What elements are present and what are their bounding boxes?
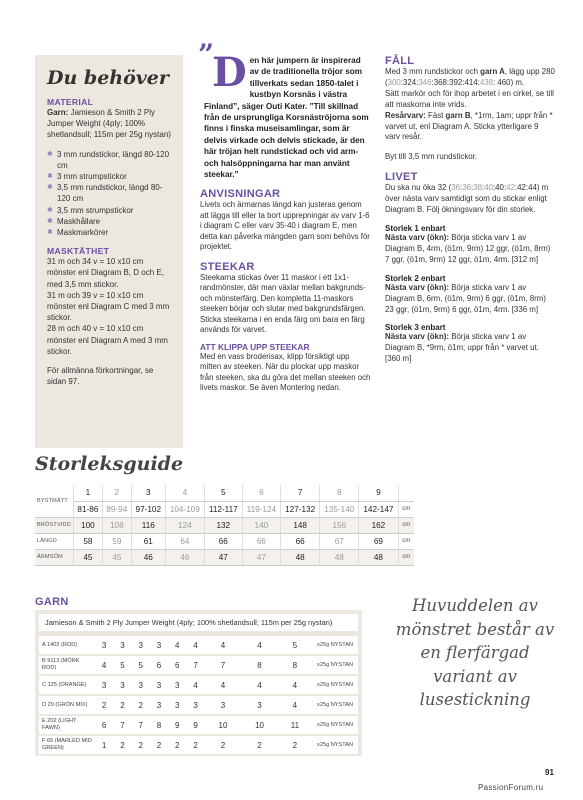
size1-text: Nästa varv (ökn): Börja sticka varv 1 av Diagram B, 4rm, (ö1m, 9rm) 12 ggr, (ö1m, 8rm) 7 ggr, (ö1m, 9rm) 12 ggr, ö1m, 4rm. [312 m] xyxy=(385,232,551,264)
middle-column xyxy=(198,38,372,394)
gauge-text: 28 m och 40 v = 10 x10 cm mönster enl Diagram A med 3 mm stickor. xyxy=(47,324,168,356)
table-cell: 9 xyxy=(168,716,186,734)
table-cell: 48 xyxy=(281,549,320,565)
table-cell: 9 xyxy=(186,716,204,734)
table-cell: 7 xyxy=(205,656,242,674)
table-cell: 108 xyxy=(102,517,131,533)
table-cell: 58 xyxy=(73,533,102,549)
table-cell: 61 xyxy=(131,533,165,549)
table-cell: 124 xyxy=(165,517,204,533)
table-cell: 3 xyxy=(241,696,278,714)
watermark-credit: PassionForum.ru xyxy=(478,783,544,792)
table-row xyxy=(39,716,358,734)
yarn-color-label: D 29 (GRÖN MIX) xyxy=(39,696,95,714)
body-text: Du ska nu öka 32 (36:36:38:40:40:42:42:44) m över nästa varv samtidigt som du stickar enligt Diagram B. Följ ökningsvarv för din storlek. xyxy=(385,183,549,215)
unit-label: x25g NYSTAN xyxy=(312,656,358,674)
table-cell: 3 xyxy=(95,636,113,654)
table-cell: 2 xyxy=(150,736,168,754)
table-row xyxy=(35,501,414,517)
unit-label: cm xyxy=(398,517,414,533)
hem-text: Sätt markör och för ihop arbetet i en cirkel, se till att maskorna inte vrids. xyxy=(385,88,554,109)
table-cell: 7 xyxy=(113,716,131,734)
table-cell: 2 xyxy=(168,736,186,754)
table-cell: 5 xyxy=(278,636,312,654)
table-cell: 6 xyxy=(150,656,168,674)
abbreviations-note: För allmänna förkortningar, se sidan 97. xyxy=(47,366,154,387)
table-cell: 45 xyxy=(73,549,102,565)
table-cell: 89-94 xyxy=(102,501,131,517)
materials-box xyxy=(35,55,183,448)
table-cell: 127-132 xyxy=(281,501,320,517)
size3-text: Nästa varv (ökn): Börja sticka varv 1 av Diagram B, *9rm, ö1m; uppr från * varvet ut. [360 m] xyxy=(385,332,539,364)
yarn-spec: Garn: Jamieson & Smith 2 Ply Jumper Weight (4ply; 100% shetlandsull; 115m per 25g nystan) xyxy=(47,108,171,140)
table-cell: 8 xyxy=(150,716,168,734)
table-cell: 104-109 xyxy=(165,501,204,517)
table-cell: 69 xyxy=(359,533,398,549)
table-cell: 4 xyxy=(186,636,204,654)
table-cell: 4 xyxy=(278,696,312,714)
row-label: ÄRMSÖM xyxy=(35,549,73,565)
row-label: LÄNGD xyxy=(35,533,73,549)
yarn-table-box xyxy=(35,610,362,756)
row-label: BYSTMÅTT xyxy=(35,485,73,517)
size-number: 7 xyxy=(281,485,320,501)
table-cell: 8 xyxy=(278,656,312,674)
yarn-table xyxy=(39,634,358,756)
table-cell: 66 xyxy=(204,533,242,549)
table-row xyxy=(39,656,358,674)
gauge-text: 31 m och 39 v = 10 x10 cm mönster enl Diagram C med 3 mm stickor. xyxy=(47,290,170,323)
table-cell: 2 xyxy=(132,736,150,754)
instructions-heading: ANVISNINGAR xyxy=(200,188,281,201)
table-cell: 3 xyxy=(95,676,113,694)
table-cell: 4 xyxy=(205,636,242,654)
list-item: ✱ 3,5 mm rundstickor, längd 80-120 cm xyxy=(47,182,173,204)
size-number: 3 xyxy=(131,485,165,501)
cutting-heading: ATT KLIPPA UPP STEEKAR xyxy=(200,341,310,352)
table-row xyxy=(35,549,414,565)
table-cell: 64 xyxy=(165,533,204,549)
table-cell: 156 xyxy=(320,517,359,533)
table-cell: 59 xyxy=(102,533,131,549)
instructions-text: Livets och ärmarnas längd kan justeras genom att lägga till eller ta bort upprepningar av varv 1-6 i diagram C eller varv 35-40 i diagram E, men detta kan påverka mängden garn som behövs för projektet. xyxy=(200,200,370,252)
table-cell: 81-86 xyxy=(73,501,102,517)
table-cell: 4 xyxy=(278,676,312,694)
table-row xyxy=(35,517,414,533)
table-row xyxy=(35,485,414,501)
page-number: 91 xyxy=(545,768,554,777)
size-number: 1 xyxy=(73,485,102,501)
list-item: ✱ 3 mm strumpstickor xyxy=(47,171,173,182)
table-cell: 132 xyxy=(204,517,242,533)
table-cell: 48 xyxy=(320,549,359,565)
unit-label: cm xyxy=(398,533,414,549)
size-guide-title: Storleksguide xyxy=(35,453,184,475)
table-cell: 3 xyxy=(168,696,186,714)
cutting-text: Med en vass broderisax, klipp försiktigt upp mitten av steeken. När du plockar upp maskor från steeken, ska du göra det mellan steeken och livets maskor. Se även Montering nedan. xyxy=(200,351,371,393)
size2-text: Nästa varv (ökn): Börja sticka varv 1 av Diagram B, 6rm, (ö1m, 9rm) 6 ggr, (ö1m, 8rm) 23 ggr, (ö1m, 9rm) 6 ggr, ö1m, 4rm. [336 m] xyxy=(385,282,546,314)
yarn-heading: GARN xyxy=(35,596,69,608)
table-cell: 3 xyxy=(132,676,150,694)
size-number: 5 xyxy=(204,485,242,501)
table-row xyxy=(39,636,358,654)
table-cell: 3 xyxy=(150,636,168,654)
table-cell: 4 xyxy=(168,636,186,654)
unit-label: cm xyxy=(398,549,414,565)
table-cell: 2 xyxy=(113,696,131,714)
table-cell: 140 xyxy=(242,517,280,533)
table-cell: 47 xyxy=(204,549,242,565)
table-cell: 3 xyxy=(205,696,242,714)
row-label: BRÖSTVIDD xyxy=(35,517,73,533)
intro-quote: ” D en här jumpern är inspirerad av de traditionella tröjor som tillverkats sedan 1850-talet i kustbyn Korsnäs i västra Finland”, säger Outi Kater. ”Till skillnad från de ursprungliga Korsnäströjorna som finns i finska museisamlingar, som är delvis virkade och delvis stickade, är den här tröjan helt rundstickad och vid arm- och halsöppningarna har man använt steekar.” xyxy=(198,38,369,180)
table-cell: 8 xyxy=(241,656,278,674)
table-cell: 3 xyxy=(150,676,168,694)
yarn-color-label: F 65 (MARLED MID GREEN) xyxy=(39,736,95,754)
size-number: 8 xyxy=(320,485,359,501)
table-cell: 2 xyxy=(278,736,312,754)
table-cell: 148 xyxy=(281,517,320,533)
table-row xyxy=(39,736,358,754)
table-cell: 4 xyxy=(241,676,278,694)
yarn-table-header: Jamieson & Smith 2 Ply Jumper Weight (4ply; 100% shetlandsull; 115m per 25g nystan) xyxy=(39,614,358,631)
table-cell: 3 xyxy=(132,636,150,654)
gauge-text: 31 m och 34 v = 10 x10 cm mönster enl Diagram B, D och E, med 3,5 mm stickor. xyxy=(47,257,164,289)
unit-label: x25g NYSTAN xyxy=(312,636,358,654)
size-number: 2 xyxy=(102,485,131,501)
table-cell: 3 xyxy=(186,696,204,714)
unit-label: x25g NYSTAN xyxy=(312,696,358,714)
table-cell: 4 xyxy=(241,636,278,654)
table-cell: 10 xyxy=(241,716,278,734)
table-cell: 2 xyxy=(95,696,113,714)
unit-label: x25g NYSTAN xyxy=(312,736,358,754)
table-cell: 47 xyxy=(242,549,280,565)
table-cell: 2 xyxy=(241,736,278,754)
table-cell: 135-140 xyxy=(320,501,359,517)
table-cell: 116 xyxy=(131,517,165,533)
steeks-heading: STEEKAR xyxy=(200,260,255,273)
table-cell: 2 xyxy=(132,696,150,714)
table-cell: 112-117 xyxy=(204,501,242,517)
hem-heading: FÅLL xyxy=(385,55,415,67)
table-cell: 10 xyxy=(205,716,242,734)
gauge-heading: MASKTÄTHET xyxy=(47,246,110,257)
table-cell: 6 xyxy=(168,656,186,674)
table-cell: 45 xyxy=(102,549,131,565)
table-row xyxy=(35,533,414,549)
table-cell: 4 xyxy=(95,656,113,674)
steeks-text: Steekarna stickas över 11 maskor i ett 1x1-randmönster, där man växlar mellan bakgrunds- och mönsterfärg. Den kompletta 11-maskors steeken börjar och slutar med bakgrundsfärgen. Sticka steekarna i en enda färg om bara en färg används för varvet. xyxy=(200,272,366,335)
table-cell: 142-147 xyxy=(359,501,398,517)
yarn-color-label: E 202 (LIGHT FAWN) xyxy=(39,716,95,734)
materials-title: Du behöver xyxy=(47,67,169,89)
table-cell: 5 xyxy=(113,656,131,674)
table-cell: 97-102 xyxy=(131,501,165,517)
table-cell: 3 xyxy=(113,676,131,694)
unit-label: cm xyxy=(398,501,414,517)
table-cell: 2 xyxy=(205,736,242,754)
list-item: ✱ Maskmarkörer xyxy=(47,227,173,238)
material-heading: MATERIAL xyxy=(47,97,94,107)
table-cell: 4 xyxy=(205,676,242,694)
table-row xyxy=(39,676,358,694)
yarn-color-label: B 9113 (MÖRK ROD) xyxy=(39,656,95,674)
size1-heading: Storlek 1 enbart xyxy=(385,223,446,233)
table-cell: 119-124 xyxy=(242,501,280,517)
table-cell: 3 xyxy=(113,636,131,654)
table-cell: 6 xyxy=(95,716,113,734)
needle-change: Byt till 3,5 mm rundstickor. xyxy=(385,152,478,162)
table-cell: 46 xyxy=(165,549,204,565)
drop-cap: D xyxy=(212,49,247,96)
list-item: ✱ Maskhållare xyxy=(47,216,173,227)
size-number: 6 xyxy=(242,485,280,501)
table-cell: 7 xyxy=(132,716,150,734)
table-cell: 46 xyxy=(131,549,165,565)
table-cell: 67 xyxy=(320,533,359,549)
right-column xyxy=(385,55,555,365)
hem-text: Med 3 mm rundstickor och garn A, lägg upp 280 (300:324:346:368:392:414:438: 460) m. xyxy=(385,67,555,87)
size-number: 9 xyxy=(359,485,398,501)
table-cell: 3 xyxy=(150,696,168,714)
table-cell: 7 xyxy=(186,656,204,674)
body-heading: LIVET xyxy=(385,171,418,184)
table-cell: 100 xyxy=(73,517,102,533)
table-cell: 4 xyxy=(186,676,204,694)
table-cell: 11 xyxy=(278,716,312,734)
yarn-color-label: C 125 (ORANGE) xyxy=(39,676,95,694)
table-cell: 1 xyxy=(95,736,113,754)
quote-mark-icon: ” xyxy=(198,38,215,71)
size3-heading: Storlek 3 enbart xyxy=(385,323,446,333)
table-cell: 2 xyxy=(186,736,204,754)
size-number: 4 xyxy=(165,485,204,501)
list-item: ✱ 3,5 mm strumpstickor xyxy=(47,205,173,216)
table-cell: 48 xyxy=(359,549,398,565)
pull-quote: Huvuddelen av mönstret består av en flerfärgad variant av lusestickning xyxy=(395,596,555,709)
size2-heading: Storlek 2 enbart xyxy=(385,273,446,283)
tools-list xyxy=(47,149,173,239)
table-cell: 66 xyxy=(242,533,280,549)
unit-label: x25g NYSTAN xyxy=(312,716,358,734)
table-row xyxy=(39,696,358,714)
list-item: ✱ 3 mm rundstickor, längd 80-120 cm xyxy=(47,149,173,171)
table-cell: 162 xyxy=(359,517,398,533)
table-cell: 5 xyxy=(132,656,150,674)
table-cell: 2 xyxy=(113,736,131,754)
rib-round: Resårvarv: Fäst garn B, *1rm, 1am; uppr från * varvet ut, enl Diagram A. Sticka ytterligare 9 varv resår. xyxy=(385,110,553,142)
unit-label: x25g NYSTAN xyxy=(312,676,358,694)
size-guide-table xyxy=(35,485,414,566)
table-cell: 66 xyxy=(281,533,320,549)
table-cell: 3 xyxy=(168,676,186,694)
yarn-color-label: A 1403 (ROD) xyxy=(39,636,95,654)
